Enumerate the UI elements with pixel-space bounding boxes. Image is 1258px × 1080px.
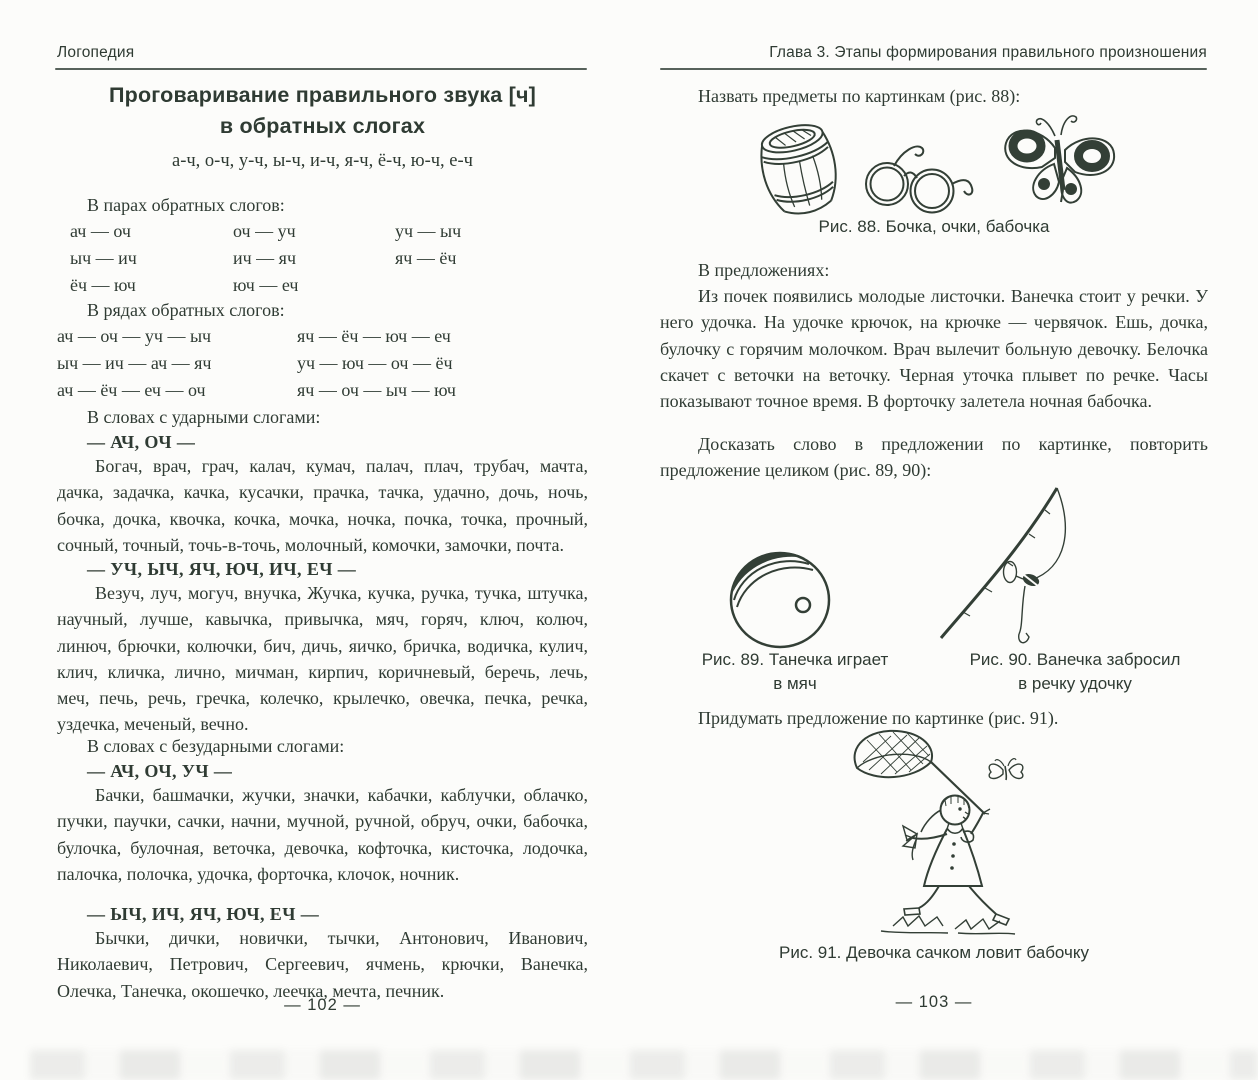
- fig89-caption-line1: Рис. 89. Танечка играет: [701, 650, 889, 669]
- rows-table: [57, 323, 577, 404]
- glasses-drawing: [856, 142, 974, 214]
- section-label-ych-ich: — ЫЧ, ИЧ, ЯЧ, ЮЧ, ЕЧ —: [87, 904, 320, 924]
- pair-cell: оч — уч: [233, 221, 296, 241]
- page-number-103: — 103 —: [895, 993, 973, 1011]
- pair-cell: юч — еч: [233, 275, 299, 295]
- fig88-caption: Рис. 88. Бочка, очки, бабочка: [818, 217, 1050, 236]
- row-cell: ыч — ич — ач — яч: [57, 353, 212, 373]
- pair-cell: ёч — юч: [70, 275, 136, 295]
- word-list-unstressed-ych-ich: Бычки, дички, новички, тычки, Антонович, Иванович, Николаевич, Петрович, Сергеевич, ячмень, крючки, Ванечка, Олечка, Танечка, окошечко, леечка, мечта, печник.: [57, 928, 588, 1001]
- rows-heading: В рядах обратных слогов:: [87, 300, 285, 320]
- pair-cell: ыч — ич: [70, 248, 137, 268]
- task-make-sentence: Придумать предложение по картинке (рис. 91).: [698, 708, 1059, 728]
- row-cell: ач — ёч — еч — оч: [57, 380, 206, 400]
- syllable-sequence: а-ч, о-ч, у-ч, ы-ч, и-ч, я-ч, ё-ч, ю-ч, е-ч: [172, 151, 473, 171]
- pairs-table: [70, 218, 560, 299]
- fishing-rod-drawing: [933, 476, 1078, 646]
- fig90-caption-line1: Рис. 90. Ванечка забросил: [969, 650, 1181, 669]
- barrel-drawing: [752, 118, 847, 218]
- fig90-caption: [940, 648, 1210, 696]
- header-rule-right: [660, 68, 1207, 70]
- row-cell: яч — оч — ыч — юч: [297, 380, 456, 400]
- stressed-heading: В словах с ударными слогами:: [87, 407, 321, 427]
- unstressed-heading: В словах с безударными слогами:: [87, 736, 345, 756]
- fig91-caption: Рис. 91. Девочка сачком ловит бабочку: [778, 943, 1089, 962]
- pairs-heading: В парах обратных слогов:: [87, 195, 285, 215]
- pair-cell: ач — оч: [70, 221, 131, 241]
- section-label-ach-och: — АЧ, ОЧ —: [87, 432, 196, 452]
- row-cell: уч — юч — оч — ёч: [297, 353, 453, 373]
- sentences-heading: В предложениях:: [698, 260, 830, 280]
- pair-cell: [395, 272, 560, 299]
- section-label-ach-och-uch: — АЧ, ОЧ, УЧ —: [87, 761, 233, 781]
- fig90-caption-line2: в речку удочку: [1018, 674, 1132, 693]
- sentences-paragraph: Из почек появились молодые листочки. Ванечка стоит у речки. У него удочка. На удочке крючок, на крючке — червячок. Ешь, дочка, булочку с горячим молочком. Врач вылечит больную девочку. Белочка скачет с веточки на веточку. Черная уточка плывет по речке. Часы показывают точное время. В форточку залетела ночная бабочка.: [660, 286, 1208, 412]
- ball-drawing: [728, 545, 833, 650]
- page-title-line2: в обратных слогах: [219, 114, 426, 138]
- page-title: [57, 80, 588, 142]
- fig89-caption: [680, 648, 910, 696]
- running-head-right: Глава 3. Этапы формирования правильного произношения: [769, 44, 1207, 61]
- running-head-left: Логопедия: [57, 44, 135, 61]
- fig89-caption-line2: в мяч: [773, 674, 817, 693]
- pair-cell: уч — ыч: [395, 221, 462, 241]
- butterfly-drawing: [1000, 110, 1118, 218]
- scan-edge-shadow: [30, 1050, 1258, 1080]
- pair-cell: яч — ёч: [395, 248, 457, 268]
- word-list-unstressed-ach-och-uch: Бачки, башмачки, жучки, значки, кабачки, каблучки, облачко, пучки, паучки, сачки, начни, мучной, ручной, обруч, очки, бабочка, булочка, булочная, веточка, девочка, кофточка, кисточка, лодочка, палочка, полочка, удочка, форточка, клочок, ночник.: [57, 785, 588, 884]
- page-number-102: — 102 —: [284, 996, 361, 1014]
- word-list-stressed-ach-och: Богач, врач, грач, калач, кумач, палач, плач, трубач, мачта, дачка, задачка, качка, кусачки, прачка, тачка, удачно, дочь, ночь, бочка, дочка, квочка, кочка, мочка, ночка, почка, точка, прочный, сочный, точный, точь-в-точь, молочный, комочки, замочки, почта.: [57, 456, 588, 555]
- pair-cell: ич — яч: [233, 248, 297, 268]
- section-label-uch-ych: — УЧ, ЫЧ, ЯЧ, ЮЧ, ИЧ, ЕЧ —: [87, 559, 357, 579]
- word-list-stressed-uch-ych: Везуч, луч, могуч, внучка, Жучка, кучка, ручка, тучка, штучка, научный, лучше, кавычка, привычка, мяч, горяч, ключ, колюч, линюч, брючки, колючки, бич, дичь, яичко, бричка, водичка, кулич, клич, кличка, лично, мичман, кирпич, коричневый, беречь, лечь, меч, печь, речь, гречка, колечко, крылечко, овечка, печка, речка, уздечка, меченый, вечно.: [57, 583, 588, 735]
- task-finish-word: Досказать слово в предложении по картинке, повторить предложение целиком (рис. 89, 90):: [660, 434, 1208, 481]
- task-name-objects: Назвать предметы по картинкам (рис. 88):: [698, 86, 1021, 106]
- header-rule-left: [55, 68, 587, 70]
- row-cell: яч — ёч — юч — еч: [297, 326, 451, 346]
- row-cell: ач — оч — уч — ыч: [57, 326, 212, 346]
- page-title-line1: Проговаривание правильного звука [ч]: [108, 83, 537, 107]
- girl-with-net-drawing: [833, 726, 1043, 938]
